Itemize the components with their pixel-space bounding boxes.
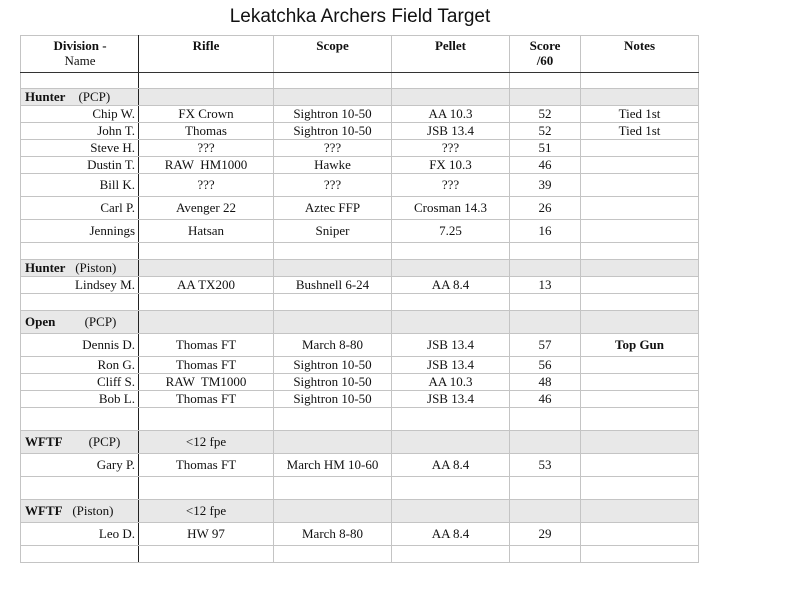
cell-scope: Sightron 10-50 xyxy=(274,106,392,123)
cell-scope: Aztec FFP xyxy=(274,197,392,220)
section-row-hunter-pcp xyxy=(21,89,699,106)
cell-pellet: JSB 13.4 xyxy=(392,334,510,357)
cell-name: Carl P. xyxy=(21,197,139,220)
cell-notes xyxy=(581,140,699,157)
page-title: Lekatchka Archers Field Target xyxy=(229,6,491,27)
section-row-hunter-piston xyxy=(21,260,699,277)
section-label xyxy=(21,89,139,106)
cell-score: 53 xyxy=(510,454,581,477)
cell-notes xyxy=(581,374,699,391)
table-row xyxy=(21,106,699,123)
cell-scope: Sniper xyxy=(274,220,392,243)
table-row xyxy=(21,123,699,140)
cell-scope: Sightron 10-50 xyxy=(274,123,392,140)
cell-notes xyxy=(581,197,699,220)
cell-notes xyxy=(581,157,699,174)
cell-scope: Sightron 10-50 xyxy=(274,391,392,408)
cell-score: 57 xyxy=(510,334,581,357)
header-score xyxy=(510,36,581,73)
cell-notes: Tied 1st xyxy=(581,123,699,140)
division-type: (PCP) xyxy=(88,434,121,449)
cell-scope: Hawke xyxy=(274,157,392,174)
cell-scope: Sightron 10-50 xyxy=(274,374,392,391)
spacer-row xyxy=(21,477,699,500)
division-type: (PCP) xyxy=(84,314,117,329)
section-label xyxy=(21,311,139,334)
cell-pellet: AA 10.3 xyxy=(392,106,510,123)
cell-name: Chip W. xyxy=(21,106,139,123)
division-name: Hunter xyxy=(25,89,66,104)
cell-scope: Bushnell 6-24 xyxy=(274,277,392,294)
cell-score: 52 xyxy=(510,106,581,123)
division-type: (Piston) xyxy=(72,503,114,518)
section-label xyxy=(21,500,139,523)
section-row-wftf-piston xyxy=(21,500,699,523)
section-label xyxy=(21,260,139,277)
cell-scope: Sightron 10-50 xyxy=(274,357,392,374)
table-row xyxy=(21,391,699,408)
cell-score: 39 xyxy=(510,174,581,197)
section-rifle-note: <12 fpe xyxy=(139,431,274,454)
cell-rifle: Avenger 22 xyxy=(139,197,274,220)
cell-rifle: HW 97 xyxy=(139,523,274,546)
cell-pellet: 7.25 xyxy=(392,220,510,243)
cell-notes xyxy=(581,454,699,477)
cell-rifle: Thomas xyxy=(139,123,274,140)
division-name: Hunter xyxy=(25,260,66,275)
cell-rifle: Thomas FT xyxy=(139,357,274,374)
division-name: Open xyxy=(25,314,56,329)
cell-name: Gary P. xyxy=(21,454,139,477)
cell-pellet: ??? xyxy=(392,140,510,157)
cell-pellet: FX 10.3 xyxy=(392,157,510,174)
table-row xyxy=(21,157,699,174)
cell-notes xyxy=(581,174,699,197)
table-row xyxy=(21,357,699,374)
cell-pellet: JSB 13.4 xyxy=(392,391,510,408)
header-notes: Notes xyxy=(581,36,699,73)
division-type: (PCP) xyxy=(78,89,111,104)
table-row xyxy=(21,277,699,294)
section-row-open-pcp xyxy=(21,311,699,334)
spacer-row xyxy=(21,243,699,260)
header-scope: Scope xyxy=(274,36,392,73)
cell-pellet: Crosman 14.3 xyxy=(392,197,510,220)
cell-name: Lindsey M. xyxy=(21,277,139,294)
cell-notes xyxy=(581,523,699,546)
cell-rifle: FX Crown xyxy=(139,106,274,123)
cell-pellet: AA 8.4 xyxy=(392,277,510,294)
cell-scope: ??? xyxy=(274,174,392,197)
cell-score: 51 xyxy=(510,140,581,157)
cell-notes xyxy=(581,220,699,243)
cell-pellet: AA 8.4 xyxy=(392,523,510,546)
table-row xyxy=(21,523,699,546)
division-name: WFTF xyxy=(25,434,63,449)
header-rifle: Rifle xyxy=(139,36,274,73)
table-row xyxy=(21,197,699,220)
cell-score: 29 xyxy=(510,523,581,546)
cell-notes xyxy=(581,391,699,408)
cell-pellet: AA 10.3 xyxy=(392,374,510,391)
header-division: Division - xyxy=(53,38,107,53)
cell-score: 48 xyxy=(510,374,581,391)
table-row xyxy=(21,454,699,477)
cell-pellet: JSB 13.4 xyxy=(392,123,510,140)
header-division-name xyxy=(21,36,139,73)
cell-rifle: Hatsan xyxy=(139,220,274,243)
cell-name: Ron G. xyxy=(21,357,139,374)
section-label xyxy=(21,431,139,454)
cell-name: Cliff S. xyxy=(21,374,139,391)
table-row xyxy=(21,334,699,357)
cell-scope: March 8-80 xyxy=(274,523,392,546)
spacer-row xyxy=(21,294,699,311)
division-name: WFTF xyxy=(25,503,63,518)
cell-rifle: Thomas FT xyxy=(139,454,274,477)
table-row xyxy=(21,174,699,197)
table-row xyxy=(21,140,699,157)
spacer-row xyxy=(21,408,699,431)
header-score-label: Score xyxy=(529,38,561,53)
cell-score: 56 xyxy=(510,357,581,374)
cell-name: Dustin T. xyxy=(21,157,139,174)
cell-pellet: AA 8.4 xyxy=(392,454,510,477)
cell-scope: March 8-80 xyxy=(274,334,392,357)
cell-name: Leo D. xyxy=(21,523,139,546)
cell-name: Bill K. xyxy=(21,174,139,197)
cell-notes: Tied 1st xyxy=(581,106,699,123)
spacer-row xyxy=(21,546,699,563)
cell-score: 52 xyxy=(510,123,581,140)
cell-rifle: Thomas FT xyxy=(139,391,274,408)
table-row xyxy=(21,374,699,391)
cell-name: Steve H. xyxy=(21,140,139,157)
cell-notes xyxy=(581,277,699,294)
cell-score: 16 xyxy=(510,220,581,243)
cell-rifle: Thomas FT xyxy=(139,334,274,357)
cell-score: 46 xyxy=(510,157,581,174)
cell-score: 26 xyxy=(510,197,581,220)
cell-rifle: ??? xyxy=(139,140,274,157)
cell-rifle: RAW TM1000 xyxy=(139,374,274,391)
cell-name: Bob L. xyxy=(21,391,139,408)
header-score-sub: /60 xyxy=(536,53,554,68)
cell-scope: ??? xyxy=(274,140,392,157)
cell-scope: March HM 10-60 xyxy=(274,454,392,477)
header-row xyxy=(21,36,699,73)
division-type: (Piston) xyxy=(75,260,117,275)
spacer-row xyxy=(21,73,699,89)
cell-name: Jennings xyxy=(21,220,139,243)
header-name: Name xyxy=(64,53,96,68)
cell-rifle: RAW HM1000 xyxy=(139,157,274,174)
cell-pellet: ??? xyxy=(392,174,510,197)
cell-name: Dennis D. xyxy=(21,334,139,357)
cell-name: John T. xyxy=(21,123,139,140)
header-pellet: Pellet xyxy=(392,36,510,73)
cell-score: 46 xyxy=(510,391,581,408)
cell-notes: Top Gun xyxy=(581,334,699,357)
cell-rifle: AA TX200 xyxy=(139,277,274,294)
cell-notes xyxy=(581,357,699,374)
cell-rifle: ??? xyxy=(139,174,274,197)
table-row xyxy=(21,220,699,243)
section-rifle-note: <12 fpe xyxy=(139,500,274,523)
cell-score: 13 xyxy=(510,277,581,294)
cell-pellet: JSB 13.4 xyxy=(392,357,510,374)
section-row-wftf-pcp xyxy=(21,431,699,454)
results-table xyxy=(20,35,699,563)
